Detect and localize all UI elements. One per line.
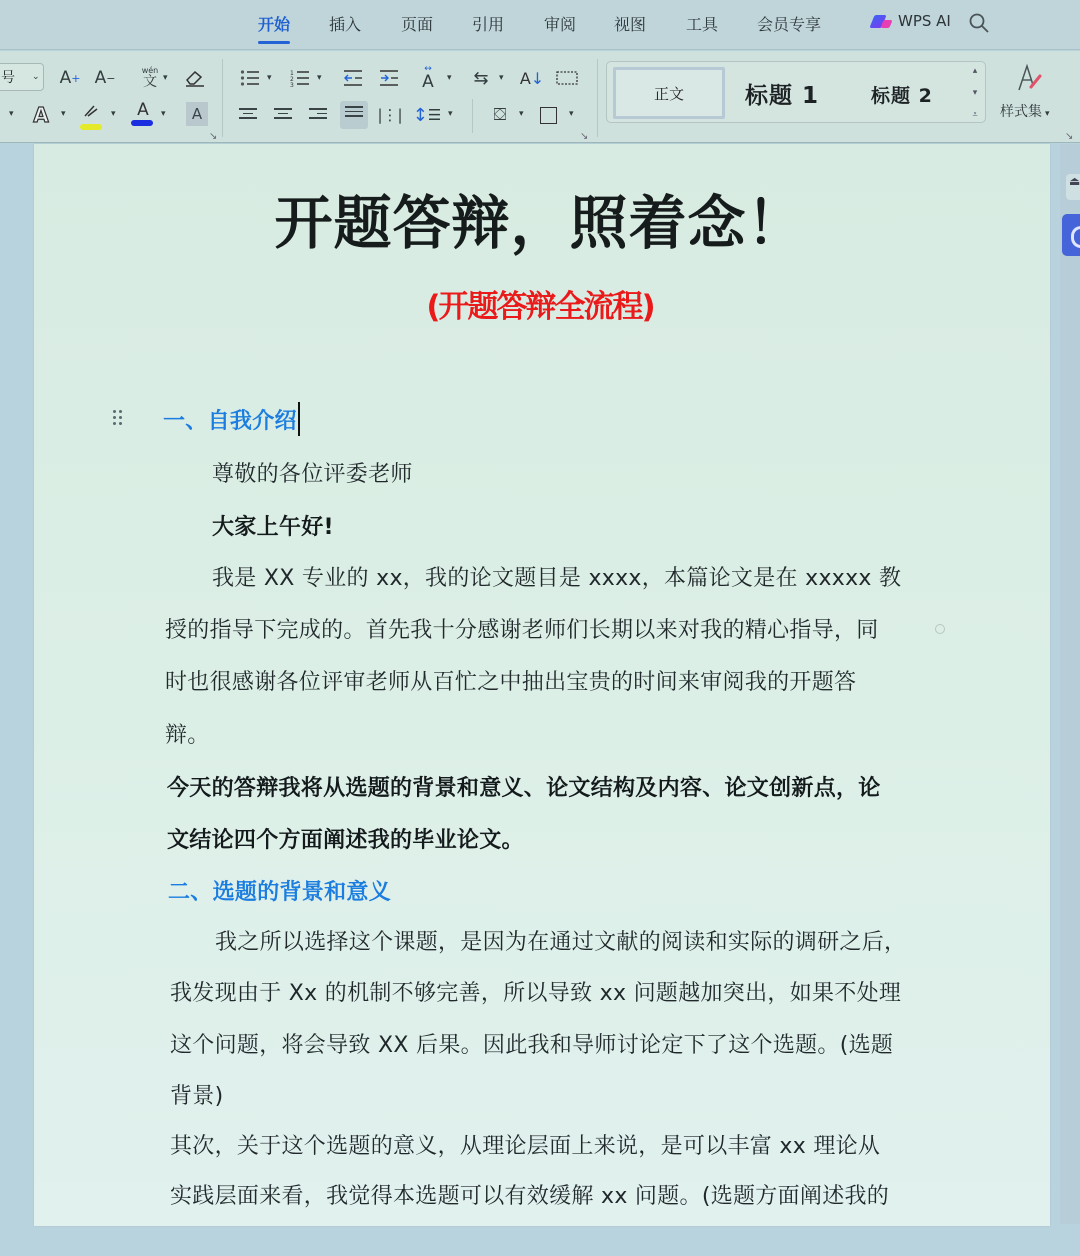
heading-text: 一、自我介绍 — [163, 409, 297, 434]
heading-background-significance[interactable]: 二、选题的背景和意义 — [168, 880, 392, 905]
increase-font-icon: A — [59, 68, 72, 88]
paragraph-outline-line[interactable]: 文结论四个方面阐述我的毕业论文。 — [167, 828, 524, 853]
chevron-down-icon[interactable]: ▾ — [163, 73, 168, 83]
tab-insert[interactable]: 插入 — [329, 15, 362, 34]
justify-button[interactable] — [340, 101, 368, 129]
chevron-down-icon[interactable]: ▾ — [61, 109, 66, 119]
decrease-font-size-button[interactable]: A − — [94, 68, 116, 88]
character-shading-button[interactable] — [186, 102, 208, 126]
paragraph-background-line[interactable]: 背景) — [170, 1084, 224, 1109]
chevron-down-icon[interactable]: ▾ — [447, 73, 452, 83]
drag-handle-icon[interactable] — [113, 410, 125, 428]
style-heading-1[interactable]: 标题 1 — [745, 83, 820, 109]
increase-font-size-button[interactable]: A + — [59, 68, 81, 88]
font-dialog-launcher-icon[interactable]: ↘ — [209, 131, 218, 142]
gallery-scrollbar[interactable] — [967, 66, 983, 120]
decrease-font-icon: A — [94, 68, 107, 88]
paragraph-significance-line[interactable]: 其次，关于这个选题的意义，从理论层面上来说，是可以丰富 xx 理论从 — [170, 1134, 881, 1159]
chevron-down-icon: ⌄ — [32, 72, 40, 82]
align-center-icon[interactable] — [274, 108, 292, 119]
styles-dialog-launcher-icon[interactable]: ↘ — [1065, 131, 1074, 142]
align-left-icon[interactable] — [239, 108, 257, 119]
line-break-button[interactable] — [470, 66, 492, 90]
font-color-icon: A — [137, 100, 149, 120]
paragraph-outline-line[interactable]: 今天的答辩我将从选题的背景和意义、论文结构及内容、论文创新点，论 — [167, 776, 881, 801]
bullet-list-icon[interactable] — [240, 69, 260, 87]
paragraph-intro-line[interactable]: 辩。 — [165, 723, 210, 748]
numbered-list-icon[interactable] — [290, 69, 310, 87]
styles-gallery — [606, 61, 986, 123]
style-set-button[interactable] — [996, 61, 1066, 125]
chevron-down-icon[interactable]: ▾ — [317, 73, 322, 83]
tab-references[interactable]: 引用 — [472, 15, 505, 34]
divider — [472, 99, 473, 133]
justify-icon — [345, 106, 363, 117]
text-direction-icon: A — [422, 72, 434, 92]
eject-icon: ⏏ — [1069, 174, 1080, 188]
chevron-down-icon[interactable]: ▾ — [9, 109, 14, 119]
chevron-down-icon[interactable]: ▾ — [499, 73, 504, 83]
phonetic-guide-icon: 文 — [143, 74, 157, 90]
style-heading-2[interactable]: 标题 2 — [871, 85, 933, 107]
align-right-icon[interactable] — [309, 108, 327, 119]
paragraph-background-line[interactable]: 我发现由于 Xx 的机制不够完善，所以导致 xx 问题越加突出，如果不处理 — [170, 981, 902, 1006]
paragraph-good-morning[interactable]: 大家上午好! — [212, 515, 334, 540]
svg-text:2: 2 — [290, 76, 294, 83]
line-spacing-icon: ↕ — [412, 104, 428, 126]
highlight-swatch — [80, 124, 102, 130]
tab-member[interactable]: 会员专享 — [757, 15, 822, 34]
highlighter-icon — [80, 103, 104, 119]
decrease-indent-icon[interactable] — [343, 69, 363, 87]
style-normal[interactable]: 正文 — [613, 67, 725, 119]
font-color-swatch — [131, 120, 153, 126]
highlight-color-button[interactable] — [80, 103, 104, 127]
chevron-down-icon[interactable]: ▾ — [161, 109, 166, 119]
paragraph-dialog-launcher-icon[interactable]: ↘ — [580, 131, 589, 142]
svg-text:1: 1 — [290, 70, 294, 77]
tab-page[interactable]: 页面 — [401, 15, 434, 34]
paragraph-greeting-teachers[interactable]: 尊敬的各位评委老师 — [212, 462, 413, 487]
paragraph-intro-line[interactable]: 我是 XX 专业的 xx，我的论文题目是 xxxx，本篇论文是在 xxxxx 教 — [212, 566, 902, 591]
document-canvas[interactable] — [0, 144, 1080, 1256]
tab-tools[interactable]: 工具 — [686, 15, 719, 34]
style-set-label: 样式集 — [1000, 104, 1042, 120]
wps-ai-label: WPS AI — [898, 12, 951, 30]
font-size-select[interactable] — [0, 63, 44, 91]
text-cursor — [298, 402, 300, 436]
paragraph-mark-icon — [935, 624, 945, 634]
text-direction-button[interactable] — [416, 66, 440, 90]
increase-indent-icon[interactable] — [379, 69, 399, 87]
wps-ai-logo-icon — [872, 13, 892, 29]
distribute-icon: |⋮| — [377, 106, 403, 124]
line-break-icon: ⇆ — [473, 67, 489, 89]
heading-self-introduction[interactable] — [163, 402, 300, 436]
sort-button[interactable] — [520, 66, 544, 90]
phonetic-pinyin: wén — [141, 66, 159, 75]
line-spacing-button[interactable]: ↕ ☰ — [412, 104, 442, 126]
chevron-down-icon[interactable]: ▾ — [267, 73, 272, 83]
table-grid-icon[interactable] — [556, 71, 578, 85]
svg-text:3: 3 — [290, 82, 294, 87]
chevron-down-icon: ▾ — [1045, 109, 1050, 119]
menu-bar — [0, 0, 1080, 50]
paint-bucket-icon: ⛋ — [493, 105, 507, 125]
chevron-down-icon[interactable]: ▾ — [111, 109, 116, 119]
scroll-down-icon[interactable]: ▾ — [972, 88, 978, 98]
tab-review[interactable]: 审阅 — [544, 15, 577, 34]
chevron-down-icon[interactable]: ▾ — [448, 109, 453, 119]
paragraph-intro-line[interactable]: 时也很感谢各位评审老师从百忙之中抽出宝贵的时间来审阅我的开题答 — [165, 670, 857, 695]
document-title: 开题答辩，照着念！ — [274, 189, 806, 257]
text-effect-icon: A — [33, 103, 49, 127]
shading-button[interactable] — [489, 103, 511, 127]
paragraph-intro-line[interactable]: 授的指导下完成的。首先我十分感谢老师们长期以来对我的精心指导，同 — [165, 618, 879, 643]
character-shading-icon: A — [191, 105, 203, 123]
tab-home[interactable]: 开始 — [258, 12, 290, 35]
chevron-down-icon[interactable]: ▾ — [519, 109, 524, 119]
style-set-icon — [1016, 63, 1044, 93]
scroll-up-icon[interactable]: ▴ — [972, 66, 978, 76]
wps-ai-button[interactable] — [872, 12, 951, 30]
document-subtitle: (开题答辩全流程) — [426, 289, 654, 325]
search-icon[interactable] — [968, 12, 990, 34]
divider — [222, 59, 223, 137]
paragraph-background-line[interactable]: 我之所以选择这个课题，是因为在通过文献的阅读和实际的调研之后， — [215, 930, 907, 955]
arrows-icon: ↔ — [424, 64, 432, 74]
eraser-icon[interactable] — [184, 68, 206, 88]
font-color-button[interactable] — [131, 101, 155, 127]
expand-gallery-icon[interactable]: ⩡ — [972, 110, 978, 120]
text-effect-button[interactable] — [30, 103, 52, 127]
paragraph-significance-line[interactable]: 实践层面来看，我觉得本选题可以有效缓解 xx 问题。(选题方面阐述我的 — [170, 1184, 890, 1209]
borders-icon[interactable] — [540, 107, 557, 124]
font-size-value: 号 — [1, 70, 15, 86]
distribute-button[interactable] — [377, 103, 403, 127]
divider — [597, 59, 598, 137]
sort-icon: A↓ — [519, 68, 545, 88]
chevron-down-icon[interactable]: ▾ — [569, 109, 574, 119]
ribbon-toolbar — [0, 51, 1080, 143]
tab-view[interactable]: 视图 — [614, 15, 647, 34]
paragraph-background-line[interactable]: 这个问题，将会导致 XX 后果。因此我和导师讨论定下了这个选题。(选题 — [170, 1033, 894, 1058]
